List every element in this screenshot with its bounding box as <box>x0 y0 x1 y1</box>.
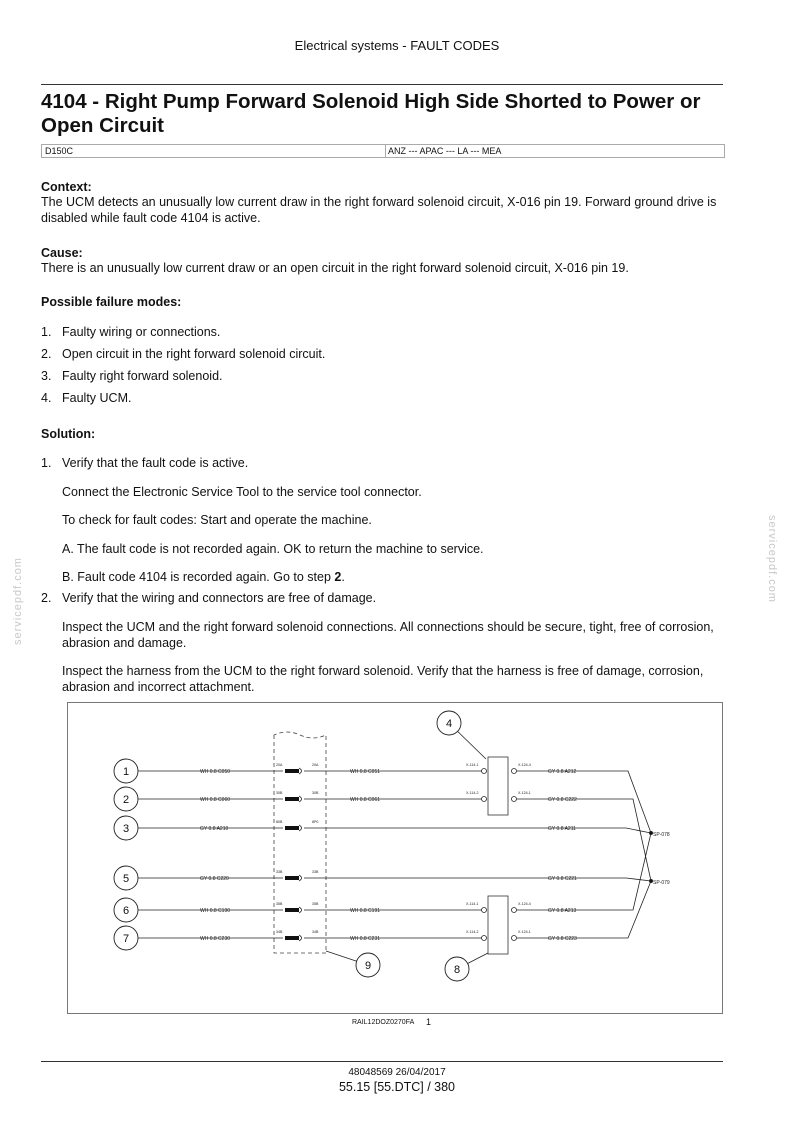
wire-label: WH 0.8 C060 <box>200 797 231 803</box>
wire <box>626 878 651 881</box>
splice-label: SP-078 <box>653 832 670 838</box>
terminal-label: X-114-2 <box>466 930 479 934</box>
running-header: Electrical systems - FAULT CODES <box>294 38 500 53</box>
wire-label: GY 0.8 A211 <box>548 826 576 832</box>
callout-label: 7 <box>122 933 130 945</box>
option-b-text: B. Fault code 4104 is recorded again. Go to step <box>62 570 335 584</box>
pin-label: 30B <box>312 791 319 795</box>
step-link[interactable]: 2 <box>334 570 342 584</box>
connector-socket <box>299 935 302 941</box>
connector-socket <box>299 796 302 802</box>
solenoid-terminal <box>512 936 517 941</box>
document-number: 48048569 26/04/2017 <box>348 1067 446 1078</box>
list-item <box>41 391 721 407</box>
terminal-label: X-124-1 <box>518 791 531 795</box>
list-number: 3. <box>41 369 52 383</box>
list-text: Faulty UCM. <box>62 391 132 405</box>
step-2-paragraph-2: Inspect the harness from the UCM to the right forward solenoid. Verify that the harness is free of damage, corrosion, abrasion and incorrect attachment. <box>62 664 704 694</box>
pin-label: 80B <box>276 820 283 824</box>
page-number: 55.15 [55.DTC] / 380 <box>338 1080 456 1094</box>
failure-modes-heading: Possible failure modes: <box>41 295 182 309</box>
list-item <box>41 347 721 363</box>
wiring-diagram-frame <box>67 702 723 1014</box>
callout-label: 8 <box>453 964 461 976</box>
terminal-label: X-124-1 <box>518 930 531 934</box>
step-1-paragraph-1: Connect the Electronic Service Tool to the service tool connector. <box>62 485 422 499</box>
wire <box>626 833 651 910</box>
wire-label: GY 0.8 A212 <box>548 769 577 775</box>
wire-label: GY 0.8 C221 <box>548 876 577 882</box>
wire <box>626 799 651 881</box>
cause-heading: Cause: <box>41 246 83 260</box>
list-text: Faulty right forward solenoid. <box>62 369 223 383</box>
wire <box>626 828 651 833</box>
solenoid-terminal <box>512 797 517 802</box>
pin-label: 8P0 <box>312 820 319 824</box>
pin-label: 35B <box>276 902 283 906</box>
connector-pin <box>285 908 299 912</box>
step-1-option-a: A. The fault code is not recorded again. OK to return the machine to service. <box>62 542 484 556</box>
connector-pin <box>285 876 299 880</box>
splice-label: SP-079 <box>653 880 670 886</box>
wire <box>626 881 651 938</box>
step-text: Verify that the fault code is active. <box>62 456 249 470</box>
solution-step-1 <box>41 456 721 472</box>
callout-label: 6 <box>122 905 130 917</box>
callout-label: 2 <box>122 794 130 806</box>
terminal-label: X-114-1 <box>466 902 479 906</box>
wire-label: GY 0.8 C223 <box>548 936 577 942</box>
step-1-option-b <box>62 569 724 585</box>
connector-pin <box>285 936 299 940</box>
step-text: Verify that the wiring and connectors are free of damage. <box>62 591 377 605</box>
watermark-right: servicepdf.com <box>766 515 778 603</box>
solenoid-terminal <box>482 936 487 941</box>
callout-label: 3 <box>122 823 130 835</box>
connector-pin <box>285 826 299 830</box>
solenoid-terminal <box>482 797 487 802</box>
wiring-diagram <box>68 703 722 1013</box>
step-number: 2. <box>41 591 52 605</box>
pin-label: 33B <box>276 870 283 874</box>
callout-label: 4 <box>445 718 453 730</box>
regions-label: ANZ --- APAC --- LA --- MEA <box>385 145 501 157</box>
wire-label: GY 0.8 C220 <box>200 876 229 882</box>
list-number: 4. <box>41 391 52 405</box>
solenoid-terminal <box>482 769 487 774</box>
option-b-end: . <box>341 570 345 584</box>
connector-socket <box>299 825 302 831</box>
step-2-paragraph-1: Inspect the UCM and the right forward solenoid connections. All connections should be secure, tight, free of corrosion, abrasion and damage. <box>62 620 714 650</box>
wire-label: WH 0.8 C231 <box>350 936 381 942</box>
figure-caption: RAIL12DOZ0270FA <box>352 1019 415 1026</box>
watermark-left: servicepdf.com <box>12 557 24 645</box>
connector-socket <box>299 907 302 913</box>
callout-label: 5 <box>122 873 130 885</box>
context-heading: Context: <box>41 180 92 194</box>
connector-pin <box>285 769 299 773</box>
wire-label: GY 0.8 C222 <box>548 797 577 803</box>
pin-label: 34B <box>276 930 283 934</box>
solenoid-box-lower <box>488 896 508 954</box>
terminal-label: X-124-4 <box>518 902 531 906</box>
wire-label: WH 0.8 C061 <box>350 797 381 803</box>
solenoid-box-upper <box>488 757 508 815</box>
list-item <box>41 325 721 341</box>
pin-label: 33B <box>312 870 319 874</box>
wire-label: WH 0.8 C191 <box>350 908 381 914</box>
connector-pin <box>285 797 299 801</box>
figure-number: 1 <box>426 1017 432 1027</box>
applicability-box <box>41 144 725 158</box>
solenoid-terminal <box>512 908 517 913</box>
header-rule <box>41 84 723 85</box>
solenoid-terminal <box>512 769 517 774</box>
connector-socket <box>299 768 302 774</box>
terminal-label: X-114-2 <box>466 791 479 795</box>
wire-label: WH 0.8 C050 <box>200 769 231 775</box>
wire-label: GY 0.8 A210 <box>200 826 229 832</box>
wire-label: WH 0.8 C190 <box>200 908 231 914</box>
list-number: 2. <box>41 347 52 361</box>
terminal-label: X-124-4 <box>518 763 531 767</box>
connector-socket <box>299 875 302 881</box>
pin-label: 20A <box>276 763 283 767</box>
wire-label: WH 0.8 C230 <box>200 936 231 942</box>
step-1-paragraph-2: To check for fault codes: Start and operate the machine. <box>62 513 372 527</box>
context-text: The UCM detects an unusually low current draw in the right forward solenoid circuit, X-016 pin 19. Forward ground drive is disabled while fault code 4104 is active. <box>41 195 717 225</box>
pin-label: 35B <box>312 902 319 906</box>
solution-step-2 <box>41 591 721 607</box>
callout-label: 1 <box>122 766 130 778</box>
pin-label: 30B <box>276 791 283 795</box>
pin-label: 34B <box>312 930 319 934</box>
list-text: Faulty wiring or connections. <box>62 325 221 339</box>
page-title: 4104 - Right Pump Forward Solenoid High Side Shorted to Power or Open Circuit <box>41 90 701 137</box>
list-item <box>41 369 721 385</box>
terminal-label: X-114-1 <box>466 763 479 767</box>
footer-rule <box>41 1061 723 1062</box>
model-label: D150C <box>45 146 74 156</box>
callout-label: 9 <box>364 960 372 972</box>
cause-text: There is an unusually low current draw or an open circuit in the right forward solenoid circuit, X-016 pin 19. <box>41 261 629 275</box>
wire-label: WH 0.8 C051 <box>350 769 381 775</box>
solution-heading: Solution: <box>41 427 96 441</box>
wire-label: GY 0.8 A213 <box>548 908 577 914</box>
solenoid-terminal <box>482 908 487 913</box>
list-number: 1. <box>41 325 52 339</box>
pin-label: 20A <box>312 763 319 767</box>
list-text: Open circuit in the right forward solenoid circuit. <box>62 347 326 361</box>
step-number: 1. <box>41 456 52 470</box>
